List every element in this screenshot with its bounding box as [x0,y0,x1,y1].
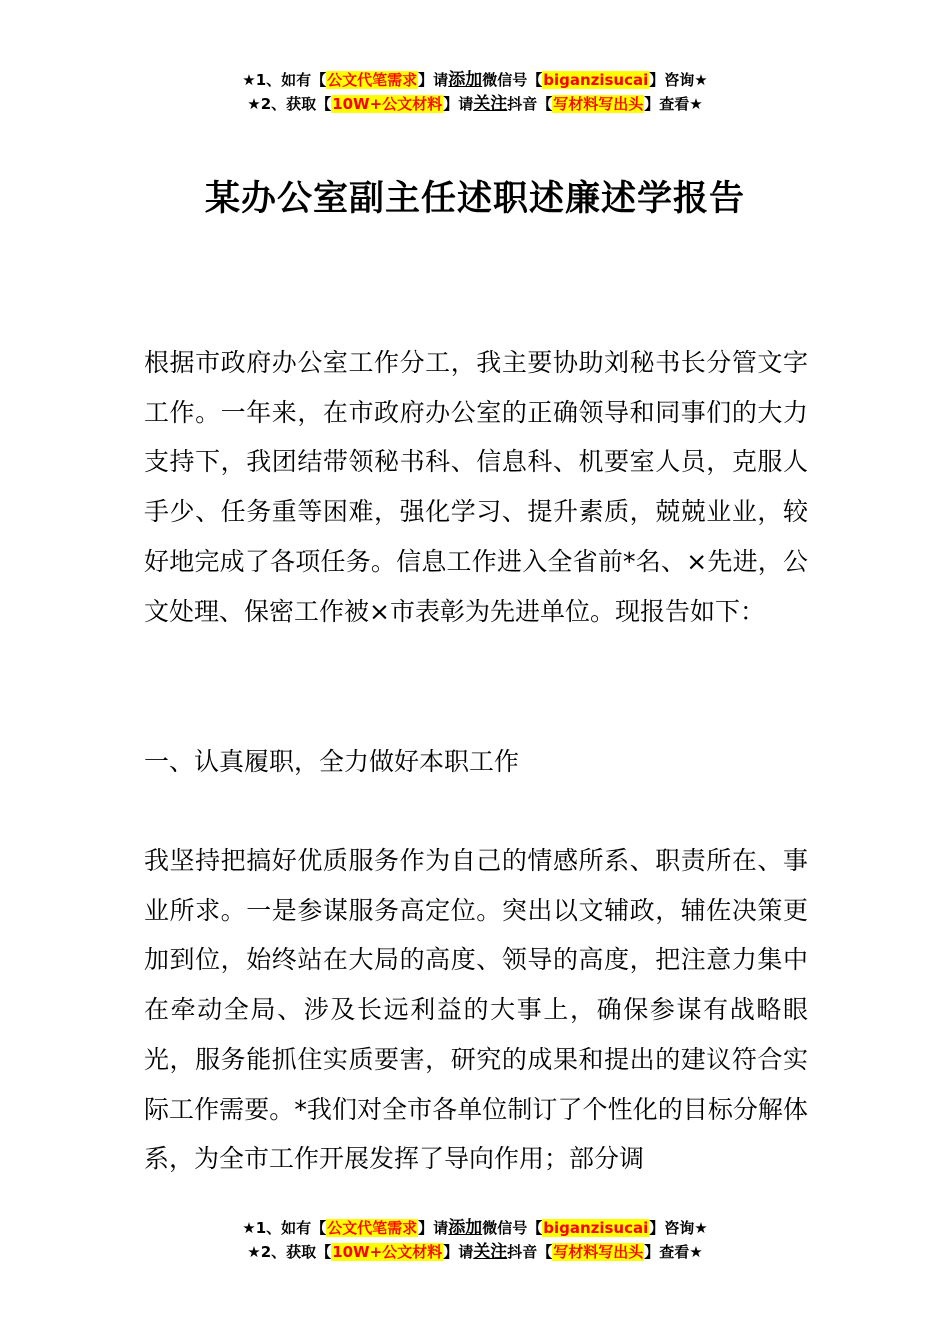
promo-text: ★2、获取【 [247,1243,332,1261]
promo-highlight: 公文代笔需求 [327,71,418,89]
promo-highlight-douyin-id: 写材料写出头 [553,1243,644,1261]
promo-text: 】咨询★ [649,71,708,89]
promo-text: 微信号【 [482,1219,543,1237]
promo-text: ★2、获取【 [247,95,332,113]
promo-text: ★1、如有【 [242,1219,327,1237]
promo-underlined: 添加 [448,70,483,90]
promo-text: 抖音【 [507,95,553,113]
promo-text: 抖音【 [507,1243,553,1261]
promo-underlined: 关注 [473,94,508,114]
promo-highlight-douyin-id: 写材料写出头 [553,95,644,113]
promo-text: 】请 [418,71,449,89]
promo-underlined: 关注 [473,1242,508,1262]
promo-text: ★1、如有【 [242,71,327,89]
promo-text: 】请 [443,1243,474,1261]
promo-highlight: 10W+公文材料 [332,1243,443,1261]
promo-line-1 [0,68,950,92]
promo-highlight-wechat-id: biganzisucai [543,71,649,89]
promo-line-2 [0,92,950,116]
promo-underlined: 添加 [448,1218,483,1238]
promo-text: 】查看★ [644,95,703,113]
body-paragraph-section-1: 我坚持把搞好优质服务作为自己的情感所系、职责所在、事业所求。一是参谋服务高定位。突出以文辅政，辅佐决策更加到位，始终站在大局的高度、领导的高度，把注意力集中在牵动全局、涉及长远利益的大事上，确保参谋有战略眼光，服务能抓住实质要害，研究的成果和提出的建议符合实际工作需要。*我们对全市各单位制订了个性化的目标分解体系，为全市工作开展发挥了导向作用；部分调 [144,846,808,1174]
promo-text: 】咨询★ [649,1219,708,1237]
top-promo-banner [0,68,950,116]
bottom-promo-banner [0,1216,950,1264]
promo-text: 】请 [443,95,474,113]
promo-highlight: 公文代笔需求 [327,1219,418,1237]
body-paragraph-intro: 根据市政府办公室工作分工，我主要协助刘秘书长分管文字工作。一年来，在市政府办公室的正确领导和同事们的大力支持下，我团结带领秘书科、信息科、机要室人员，克服人手少、任务重等困难，强化学习、提升素质，兢兢业业，较好地完成了各项任务。信息工作进入全省前*名、×先进，公文处理、保密工作被×市表彰为先进单位。现报告如下： [144,348,808,626]
promo-line-2 [0,1240,950,1264]
promo-text: 微信号【 [482,71,543,89]
promo-line-1 [0,1216,950,1240]
promo-highlight-wechat-id: biganzisucai [543,1219,649,1237]
promo-text: 】请 [418,1219,449,1237]
document-title: 某办公室副主任述职述廉述学报告 [204,179,745,220]
promo-highlight: 10W+公文材料 [332,95,443,113]
section-heading-1: 一、认真履职，全力做好本职工作 [144,747,520,776]
promo-text: 】查看★ [644,1243,703,1261]
